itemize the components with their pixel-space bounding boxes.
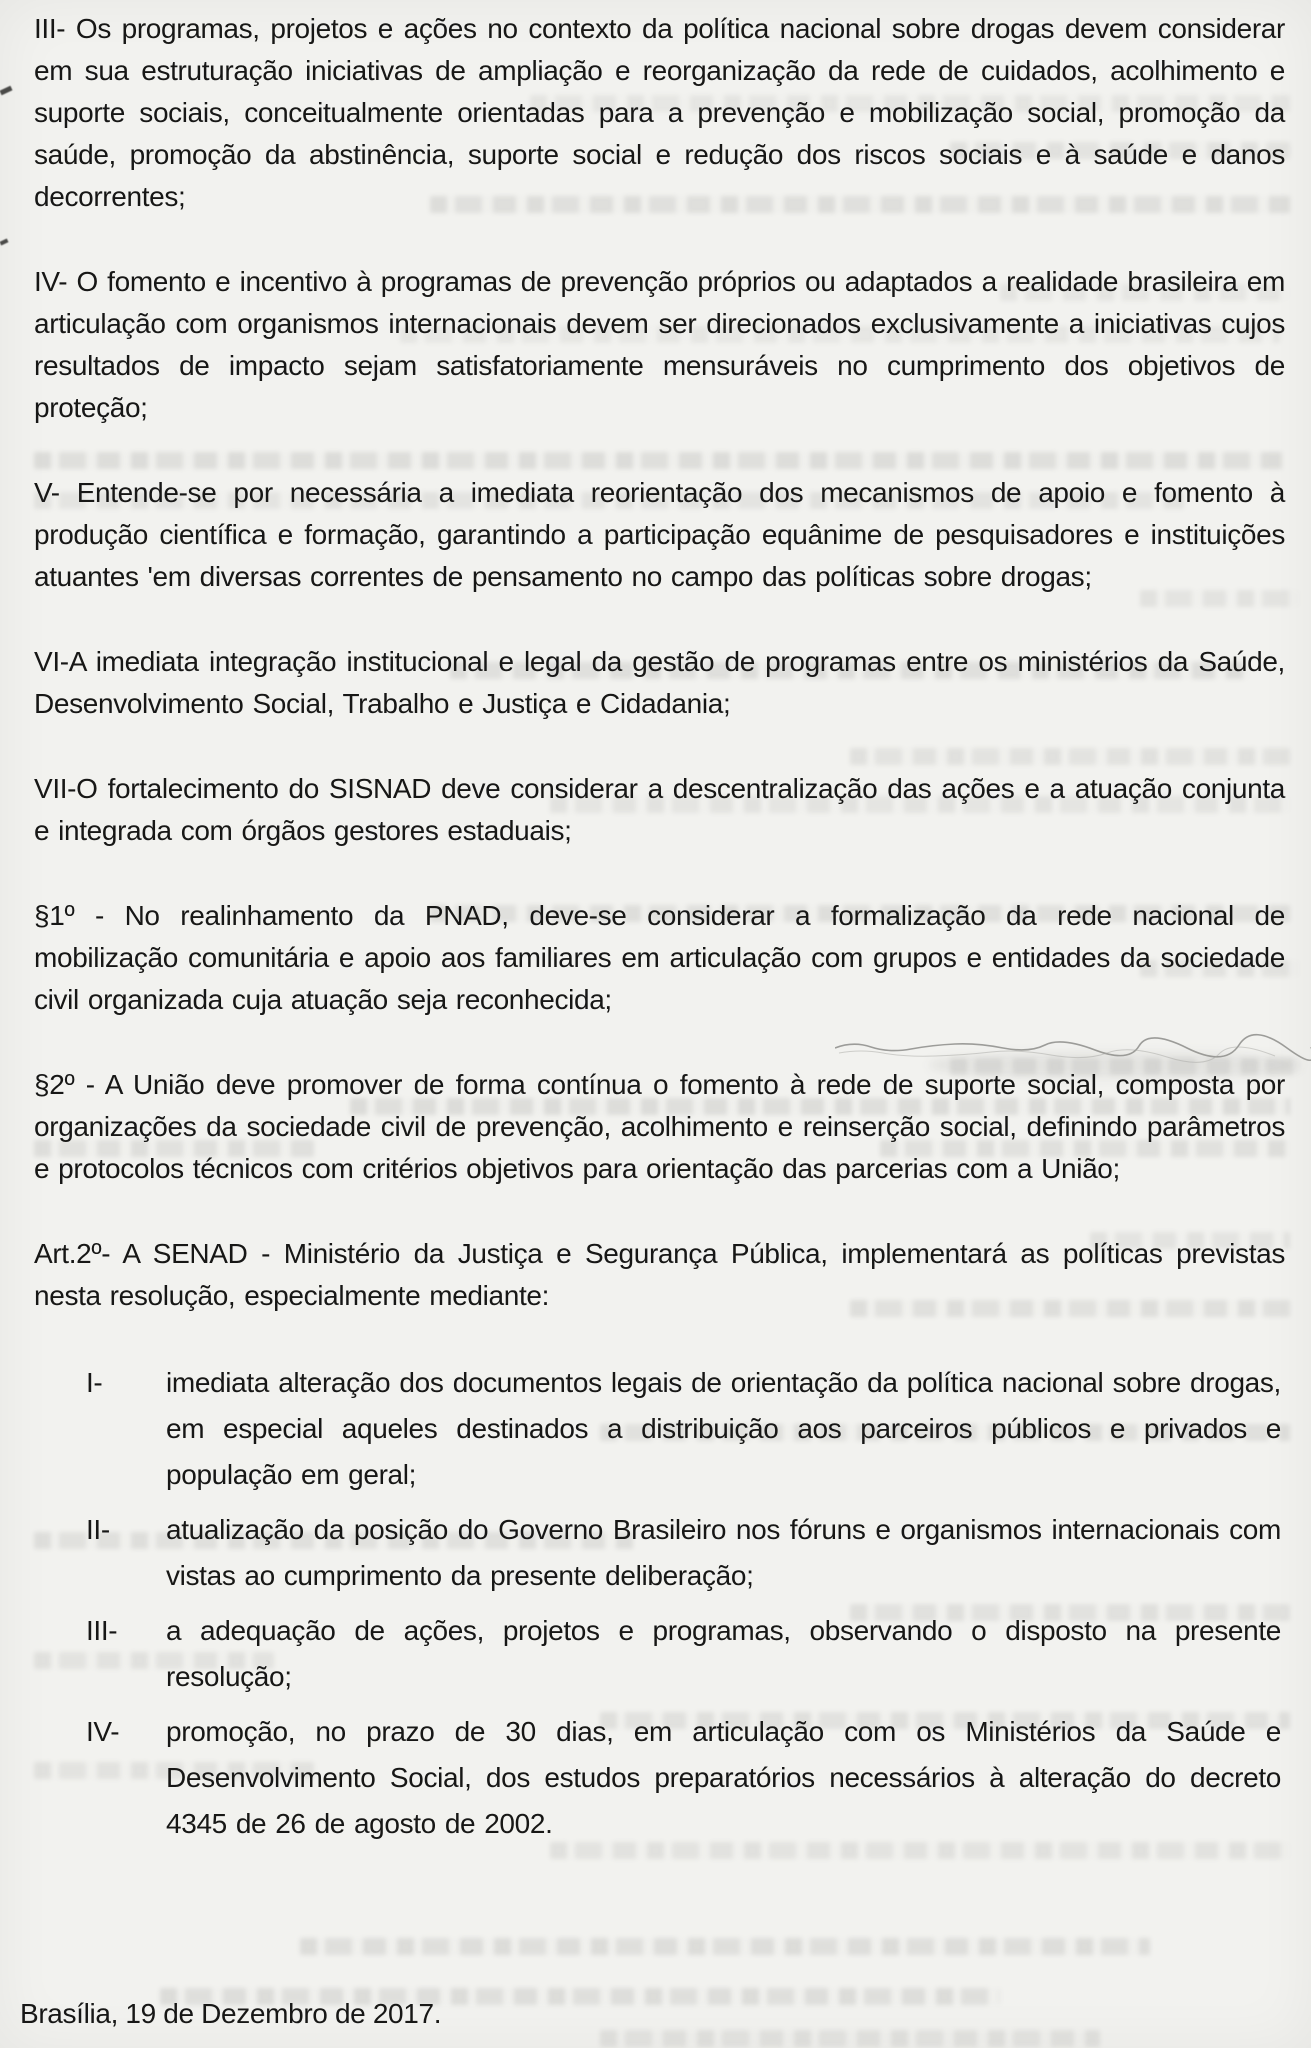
paragraph-section-2: §2º - A União deve promover de forma contínua o fomento à rede de suporte social, composta por organizações da sociedade civil de prevenção, acolhimento e reinserção social, definindo parâmetros e protocolos técnicos com critérios objetivos para orientação das parcerias com a União; — [34, 1069, 1285, 1184]
list-item — [34, 1709, 1285, 1847]
paper-crease-artifact — [835, 1030, 1311, 1070]
list-item-text: imediata alteração dos documentos legais de orientação da política nacional sobre drogas, em especial aqueles destinados a distribuição aos parceiros públicos e privados e população em geral; — [166, 1367, 1281, 1490]
date-line: Brasília, 19 de Dezembro de 2017. — [20, 1998, 442, 2029]
list-item — [34, 1507, 1285, 1599]
list-item-text: a adequação de ações, projetos e programas, observando o disposto na presente resolução; — [166, 1615, 1281, 1692]
list-item-numeral: III- — [86, 1615, 118, 1646]
list-item — [34, 1360, 1285, 1498]
list-item-numeral: IV- — [86, 1716, 120, 1747]
list-item-text: atualização da posição do Governo Brasileiro nos fóruns e organismos internacionais com vistas ao cumprimento da presente deliberação; — [166, 1514, 1281, 1591]
paragraph-item-iii: III- Os programas, projetos e ações no contexto da política nacional sobre drogas devem considerar em sua estruturação iniciativas de ampliação e reorganização da rede de cuidados, acolhimento e suporte sociais, conceitualmente orientadas para a prevenção e mobilização social, promoção da saúde, promoção da abstinência, suporte social e redução dos riscos sociais e à saúde e danos decorrentes; — [34, 13, 1285, 212]
bleed-through-text-artifact — [600, 2030, 1100, 2047]
list-item-text: promoção, no prazo de 30 dias, em articulação com os Ministérios da Saúde e Desenvolvimento Social, dos estudos preparatórios necessários à alteração do decreto 4345 de 26 de agosto de 2002. — [166, 1716, 1281, 1839]
paragraph-item-v: V- Entende-se por necessária a imediata reorientação dos mecanismos de apoio e fomento à produção científica e formação, garantindo a participação equânime de pesquisadores e instituições atuantes 'em diversas correntes de pensamento no campo das políticas sobre drogas; — [34, 477, 1285, 592]
list-item — [34, 1608, 1285, 1700]
paragraph-article-2: Art.2º- A SENAD - Ministério da Justiça e Segurança Pública, implementará as políticas previstas nesta resolução, especialmente mediante: — [34, 1238, 1285, 1311]
paragraph-item-iv: IV- O fomento e incentivo à programas de prevenção próprios ou adaptados a realidade brasileira em articulação com organismos internacionais devem ser direcionados exclusivamente a iniciativas cujos resultados de impacto sejam satisfatoriamente mensuráveis no cumprimento dos objetivos de proteção; — [34, 266, 1285, 423]
paragraph-item-vii: VII-O fortalecimento do SISNAD deve considerar a descentralização das ações e a atuação conjunta e integrada com órgãos gestores estaduais; — [34, 773, 1285, 846]
scan-edge-mark-artifact — [0, 238, 8, 245]
list-item-numeral: II- — [86, 1514, 110, 1545]
document-body — [34, 8, 1285, 1856]
list-item-numeral: I- — [86, 1367, 103, 1398]
scan-edge-mark-artifact — [0, 86, 12, 96]
paragraph-item-vi: VI-A imediata integração institucional e legal da gestão de programas entre os ministérios da Saúde, Desenvolvimento Social, Trabalho e Justiça e Cidadania; — [34, 646, 1285, 719]
bleed-through-text-artifact — [300, 1938, 1150, 1955]
numbered-list — [34, 1360, 1285, 1847]
paragraph-section-1: §1º - No realinhamento da PNAD, deve-se considerar a formalização da rede nacional de mobilização comunitária e apoio aos familiares em articulação com grupos e entidades da sociedade civil organizada cuja atuação seja reconhecida; — [34, 900, 1285, 1015]
